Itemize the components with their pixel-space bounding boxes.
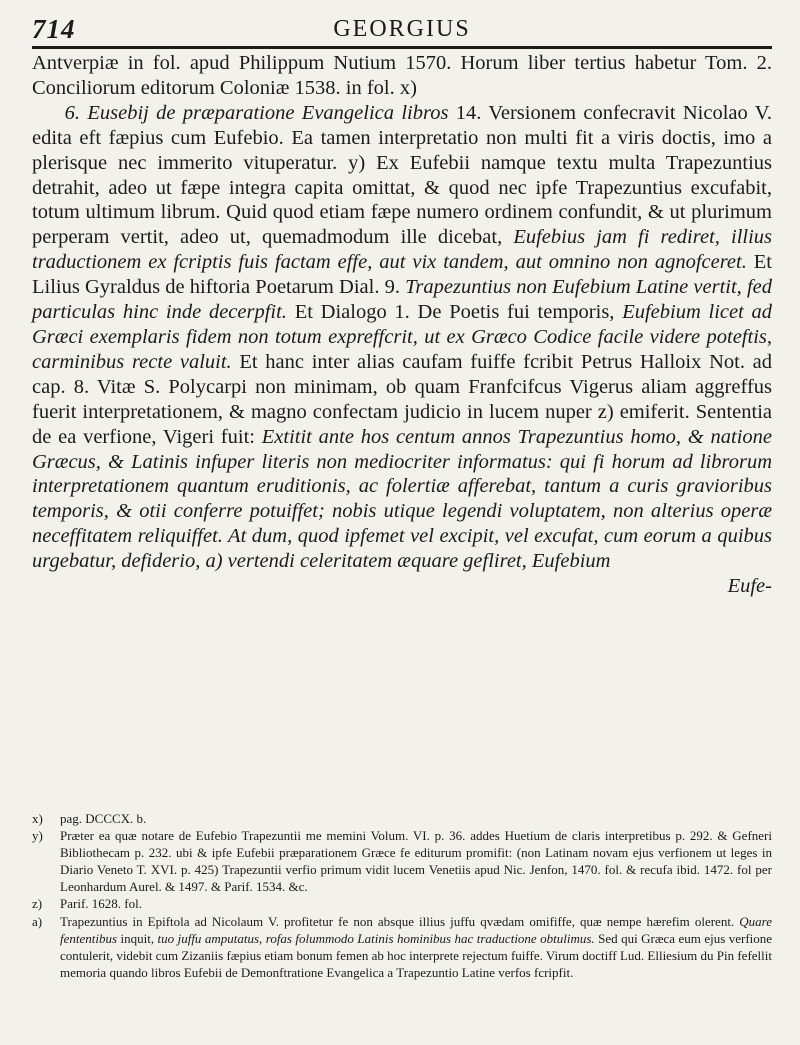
footnote-a [32,913,772,981]
footnote-text-c: Sed qui Græca eum ejus verfione contulerit, videbit cum Zizaniis fæpius etiam bonum femen ab hoc interprete rejectum fuiffe. Virum doctiff Lud. Elliesium du Pin fefellit memoria quando libros Eufebii de Demonftratione Evangelica a Trapezuntio Latine verfos fcripfit. [60,930,773,980]
paragraph-1 [32,51,772,101]
footnote-text-a: Trapezuntius in Epiftola ad Nicolaum V. profitetur fe non absque illius juffu qvædam omififfe, quæ nempe hærefim olerent. [60,913,735,929]
paragraph-1-text: Antverpiæ in fol. apud Philippum Nutium 1570. Horum liber tertius habetur Tom. 2. Conciliorum editorum Coloniæ 1538. in fol. x) [32,52,772,99]
footnote-quote: Quare fententibus [60,913,772,946]
paragraph-2-text-b: Et Lilius Gyraldus de hiftoria Poetarum Dial. 9. [32,251,772,299]
footnote-y [32,827,772,895]
paragraph-2-text-a: 14. Versionem confecravit Nicolao V. edita eft fæpius cum Eufebio. Ea tamen interpretatio non multi fit a viris doctis, imo a plerisque nec immerito vituperatur. y) Ex Eufebii namque textu multa Trapezuntius detrahit, adeo ut fæpe integra capita omittat, & quod nec ipfe Trapezuntius excufabit, totum ultimum librum. Quid quod etiam fæpe numero ordinem confundit, & ut plurimum perperam vertit, adeo ut, quemadmodum ille dicebat, [32,101,773,249]
paragraph-2-text-d: Et hanc inter alias caufam fuiffe fcribit Petrus Halloix Not. ad cap. 8. Vitæ S. Polycarpi non minimam, ob quam Franfcifcus Vigerus aliam aggreffus fuerit interpretationem, & magno confectam judicio in lucem nuper z) emiferit. Sententia de ea verfione, Vigeri fuit: [32,350,772,448]
quote-1: Eufebius jam fi rediret, illius traductionem ex fcriptis fuis factam effe, aut vix tandem, aut omnino non agnofceret. [32,226,773,274]
footnote-text: Parif. 1628. fol. [60,896,142,912]
footnote-z [32,895,772,912]
footnote-quote-2: tuo juffu amputatus, rofas folummodo Latinis hominibus hac traductione obtulimus. [157,930,595,946]
footnote-mark: a) [32,913,43,929]
page-number: 714 [32,14,76,44]
page-header [32,12,772,42]
item-number: 6. [64,101,80,124]
paragraph-2-text-c: Et Dialogo 1. De Poetis fui temporis, [294,301,615,324]
footnote-text-b: inquit, [120,930,155,946]
footnote-mark: x) [32,811,43,826]
footnote-mark: y) [32,828,43,844]
main-text [32,51,772,599]
quote-3: Eufebium licet ad Græci exemplaris fidem non totum expreffcrit, ut ex Græco Codice facile videre poteftis, carminibus recte valuit. [32,301,773,373]
running-title: GEORGIUS [333,16,471,42]
header-rule [32,46,772,49]
work-title: Eusebij de præparatione Evangelica libros [87,101,449,124]
footnote-text: pag. DCCCX. b. [60,811,147,826]
paragraph-2 [32,101,772,574]
quote-4: Extitit ante hos centum annos Trapezuntius homo, & natione Græcus, & Latinis infuper literis non mediocriter informatus: qui fi horum ad librorum interpretationem quantum eruditionis, ac folertiæ afferebat, tantum a curis gravioribus temporis, & otii conferre potuiffet; nobis utique legendi voluptatem, non alterius operæ neceffitatem reliquiffet. At dum, quod ipfemet vel excipit, vel excufat, cum eorum a quibus urgebatur, defiderio, [32,425,773,573]
footnote-mark: z) [32,896,43,912]
footnote-x [32,810,772,827]
quote-5: Eufebium [531,550,611,573]
footnotes [32,810,772,981]
footnote-text: Præter ea quæ notare de Eufebio Trapezuntii me memini Volum. VI. p. 36. addes Huetium de claris interpretibus p. 292. & Gefneri Bibliothecam p. 232. ubi & ipfe Eufebii præparationem Græce fe editurum promifit: (non Latinam novam ejus verfionem ut leges in Diario Veneto T. XVI. p. 425) Trapezuntii verfio primum vidit lucem Venetiis apud Nic. Jenfon, 1470. fol. & recufa ibid. 1472. fol per Leonhardum Aurel. & 1497. & Parif. 1534. &c. [60,828,772,895]
quote-4-end: a) vertendi celeritatem æquare gefliret, [205,550,527,573]
catchword: Eufe- [727,575,772,598]
quote-2: Trapezuntius non Eufebium Latine vertit, fed particulas hinc inde decerpfit. [32,276,772,324]
